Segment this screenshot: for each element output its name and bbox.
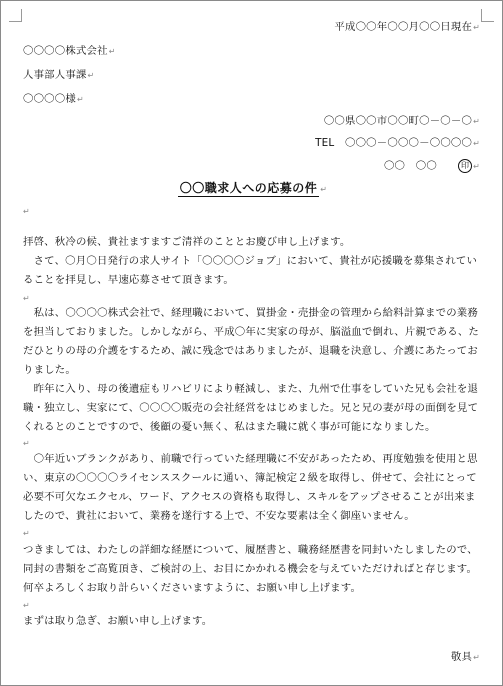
body-line: りました。: [23, 364, 76, 376]
recipient-company: 〇〇〇〇株式会社↵: [23, 45, 116, 57]
body-line: 昨年に入り、母の後遺症もリハビリにより軽減し、また、九州で仕事をしていた兄も会社を退: [23, 383, 479, 395]
body-line: 必要不可欠なエクセル、ワード、アクセスの資格も取得し、スキルをアップさせることが出来ま: [23, 491, 476, 503]
blank-line: ↵: [23, 207, 30, 216]
sender-tel: TEL 〇〇〇－〇〇〇－〇〇〇〇↵: [315, 137, 480, 149]
date-line: 平成〇〇年〇〇月〇〇日現在↵: [334, 21, 480, 33]
body-line: ることを拝見し、早速応募させて頂きます。: [23, 274, 234, 286]
closing-line: 敬具↵: [450, 651, 480, 663]
seal-icon: 印: [458, 159, 472, 173]
body-line: を担当しておりました。しかしながら、平成〇年に実家の母が、脳溢血で倒れ、片親である、た: [23, 326, 480, 338]
sender-address: 〇〇県〇〇市〇〇町〇－〇－〇↵: [323, 115, 480, 127]
crop-mark-top-left: [9, 9, 22, 22]
sender-name: 〇〇 〇〇 印 ↵: [383, 160, 480, 172]
body-line: 職・独立し、実家にて、〇〇〇〇販売の会社経営をはじめました。兄と兄の妻が母の面倒を見て: [23, 402, 479, 414]
body-line: まずは取り急ぎ、お願い申し上げます。: [23, 615, 213, 627]
body-line: 同封の書類をご高覧頂き、ご検討の上、お目にかかれる機会を与えていただければと存じます。: [23, 563, 478, 575]
blank-line: ↵: [23, 439, 30, 448]
recipient-department: 人事部人事課↵: [23, 69, 95, 81]
body-line: 私は、〇〇〇〇株式会社で、経理職において、買掛金・売掛金の管理から給料計算までの業務: [23, 307, 478, 319]
body-line: 何卒よろしくお取り計らいくださいますように、お願い申し上げます。: [23, 582, 362, 594]
letter-title: 〇〇職求人への応募の件 ↵: [179, 181, 328, 195]
blank-line: ↵: [23, 294, 30, 303]
recipient-person: 〇〇〇〇様↵: [23, 93, 84, 105]
blank-line: ↵: [23, 601, 30, 610]
body-line: つきましては、わたしの詳細な経歴について、履歴書と、職務経歴書を同封いたしましたので、: [23, 544, 478, 556]
body-line: 拝啓、秋冷の候、貴社ますますご清祥のこととお慶び申し上げます。: [23, 236, 351, 248]
body-line: くれるとのことですので、後顧の憂い無く、私はまた職に就く事が可能になりました。: [23, 421, 436, 433]
body-line: したので、貴社において、業務を遂行する上で、不安な要素は全く御座いません。: [23, 510, 415, 522]
body-line: さて、〇月〇日発行の求人サイト「〇〇〇〇ジョブ」において、貴社が応援職を募集されてい: [23, 255, 478, 267]
crop-mark-top-right: [481, 9, 494, 22]
body-line: い、東京の〇〇〇〇ライセンススクールに通い、簿記検定２級を取得し、併せて、会社にとって: [23, 472, 477, 484]
body-line: だひとりの母の介護をするため、誠に残念ではありましたが、退職を決意し、介護にあたってお: [23, 345, 478, 357]
body-line: 〇年近いブランクがあり、前職で行っていた経理職に不安があったため、再度勉強を使用と思: [23, 453, 478, 465]
blank-line: ↵: [23, 529, 30, 538]
